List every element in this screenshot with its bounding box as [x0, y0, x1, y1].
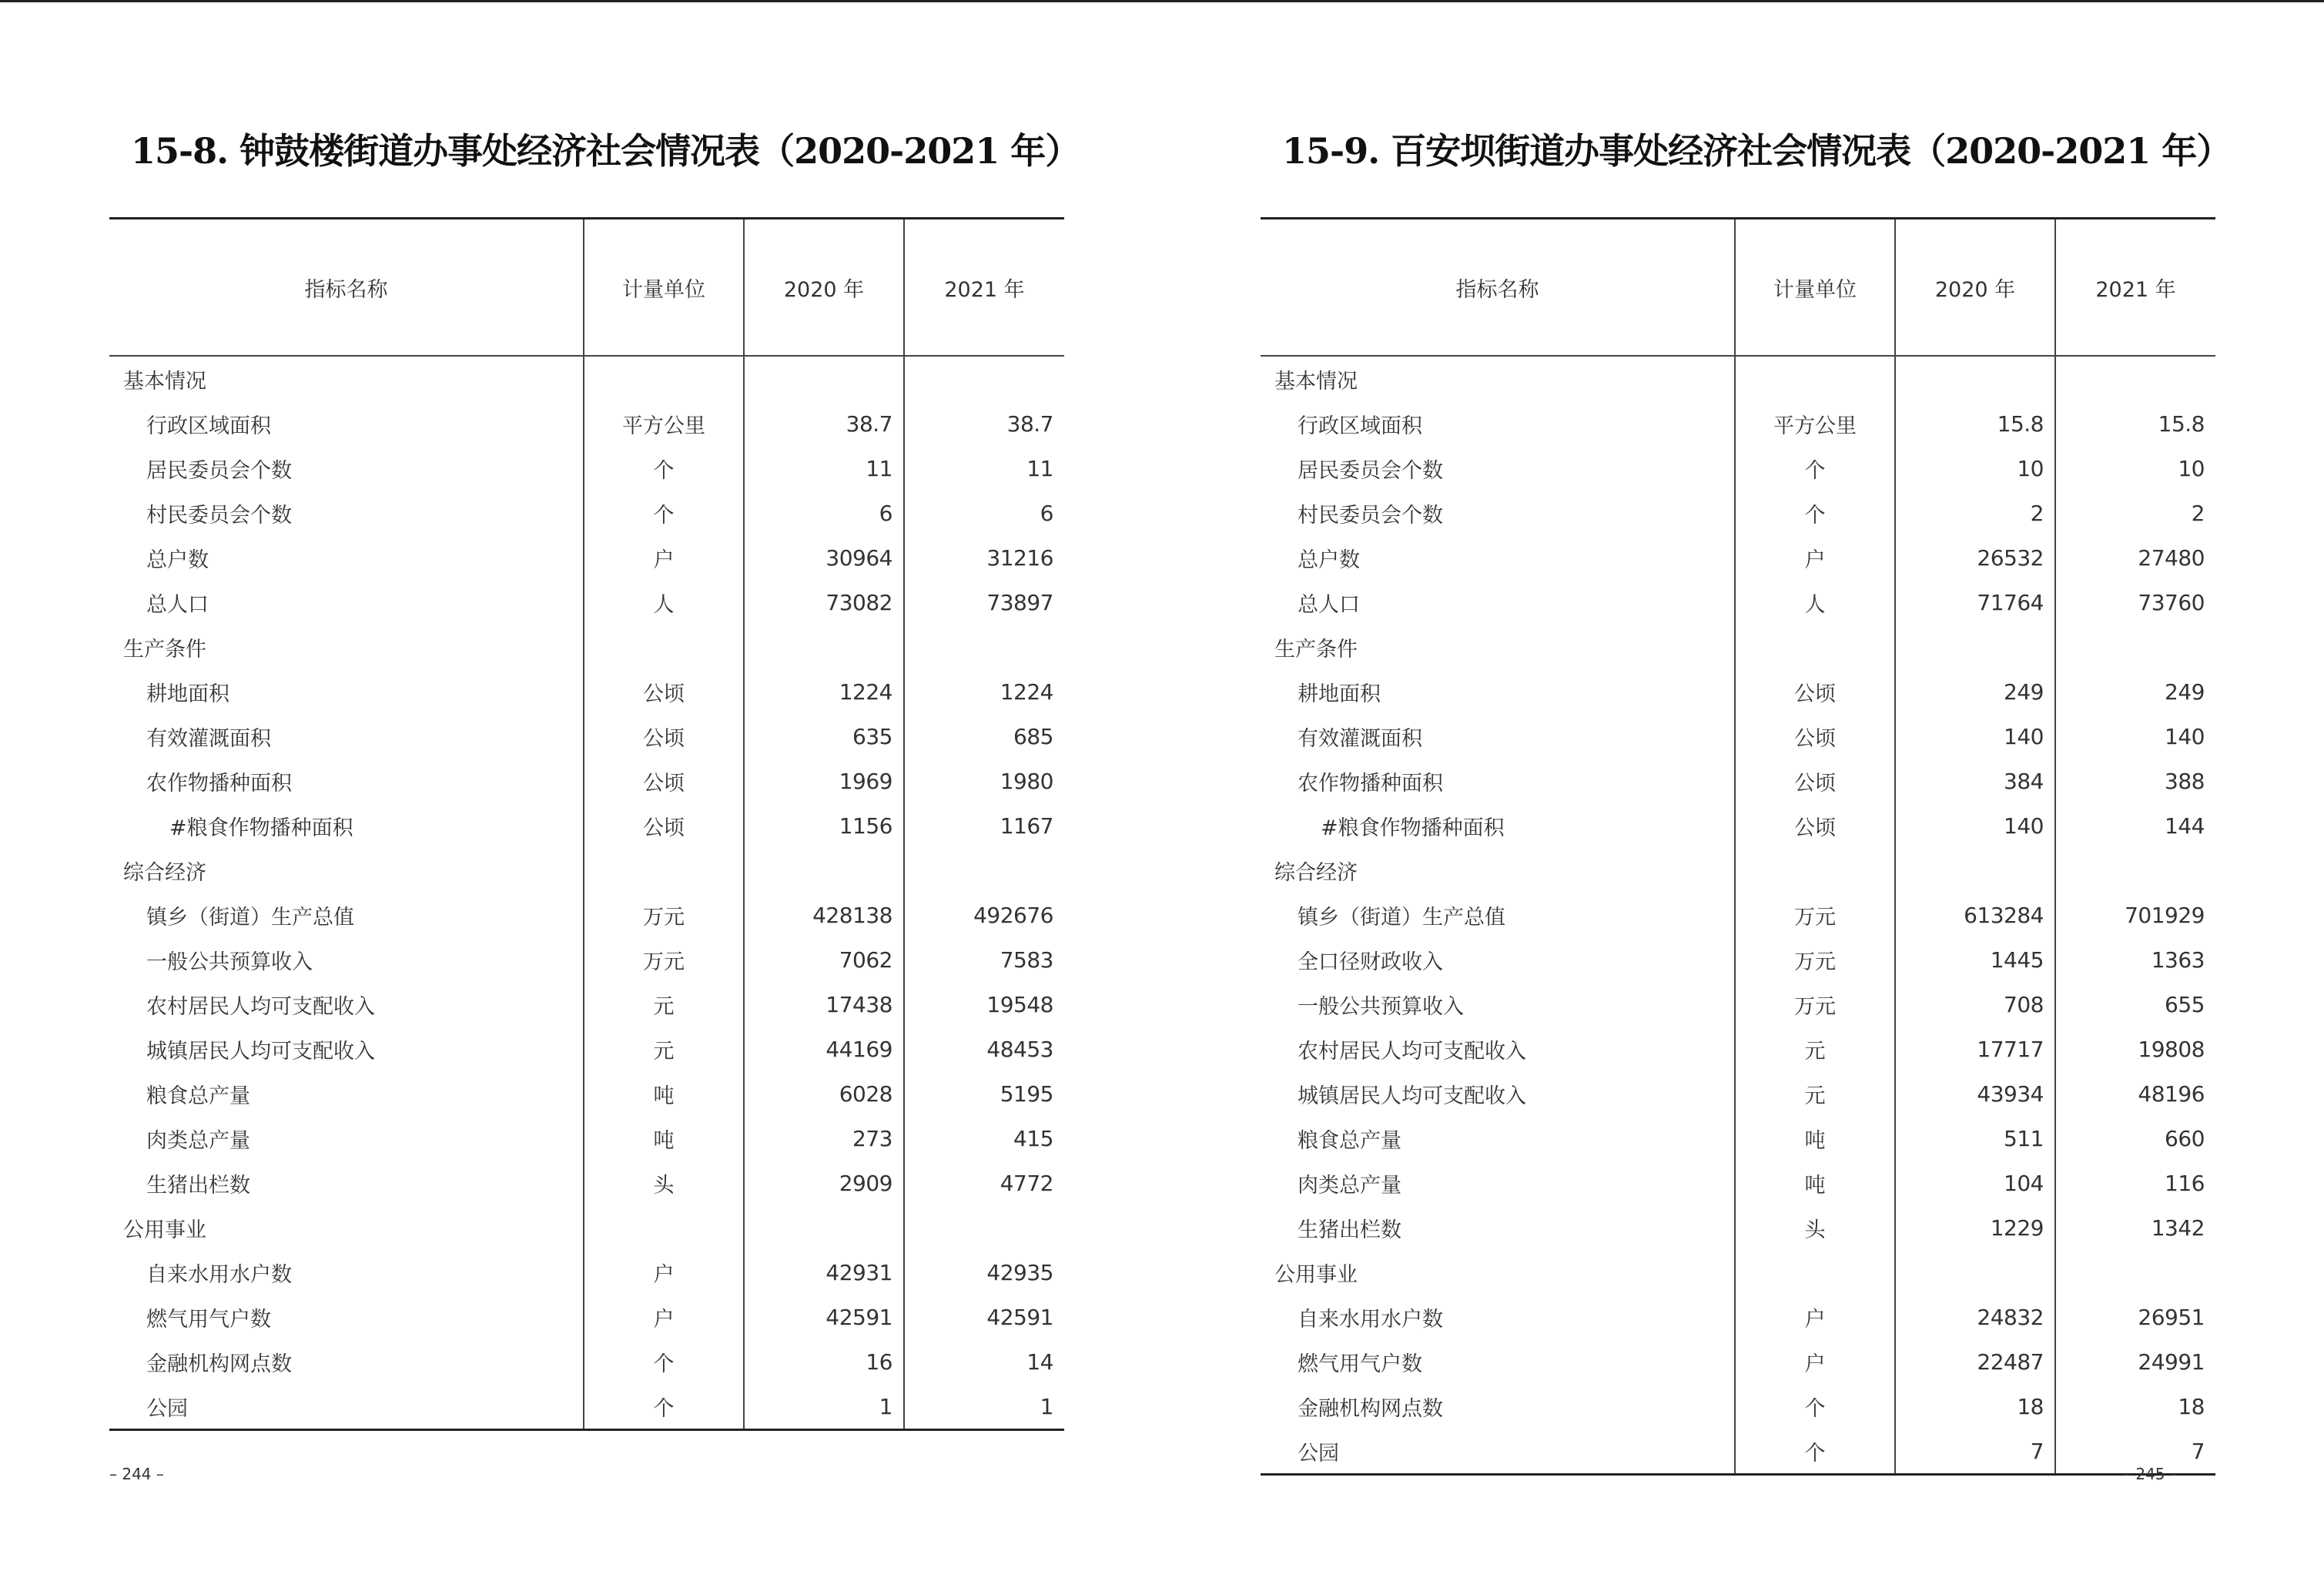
table-row [109, 356, 1064, 401]
table-row [109, 1027, 1064, 1071]
table-title: 15-9. 百安坝街道办事处经济社会情况表（2020-2021 年） [1282, 130, 2232, 172]
table-row [1261, 356, 2215, 401]
section-heading: 公用事业 [1274, 1262, 1358, 1287]
value-2020: 428138 [744, 893, 904, 937]
indicator-name: 城镇居民人均可支配收入 [1298, 1084, 1526, 1108]
value-2021: 19548 [904, 982, 1064, 1027]
value-2021: 685 [904, 714, 1064, 759]
header-2021: 2021 年 [2055, 219, 2215, 357]
value-2021: 2 [2055, 491, 2215, 535]
page-number: – 244 – [109, 1465, 164, 1483]
indicator-name: 一般公共预算收入 [146, 950, 313, 974]
indicator-name: 肉类总产量 [1298, 1173, 1401, 1198]
value-2021: 24991 [2055, 1339, 2215, 1384]
value-2020: 17438 [744, 982, 904, 1027]
value-2021 [2055, 625, 2215, 669]
unit-cell [584, 848, 744, 893]
value-2021: 415 [904, 1116, 1064, 1161]
unit-cell: 公顷 [584, 803, 744, 848]
indicator-name: 村民委员会个数 [1298, 503, 1443, 528]
header-unit: 计量单位 [584, 219, 744, 357]
table-row [109, 714, 1064, 759]
header-row [109, 219, 1064, 357]
table-row [1261, 535, 2215, 580]
table-row [109, 1161, 1064, 1205]
unit-cell: 元 [584, 1027, 744, 1071]
value-2021: 73760 [2055, 580, 2215, 625]
value-2020: 613284 [1895, 893, 2055, 937]
unit-cell: 个 [584, 446, 744, 491]
indicator-name: 自来水用水户数 [146, 1262, 292, 1287]
value-2021: 27480 [2055, 535, 2215, 580]
value-2021: 5195 [904, 1071, 1064, 1116]
unit-cell: 元 [1735, 1071, 1895, 1116]
value-2021: 4772 [904, 1161, 1064, 1205]
indicator-name: 居民委员会个数 [1298, 458, 1443, 483]
indicator-name: 农村居民人均可支配收入 [1298, 1039, 1526, 1064]
value-2021: 249 [2055, 669, 2215, 714]
value-2020 [744, 1205, 904, 1250]
unit-cell: 个 [584, 491, 744, 535]
value-2020: 18 [1895, 1384, 2055, 1429]
indicator-name: 农作物播种面积 [1298, 771, 1443, 796]
stats-table [1261, 217, 2215, 1476]
value-2021: 1 [904, 1384, 1064, 1430]
table-row [109, 491, 1064, 535]
unit-cell: 平方公里 [1735, 401, 1895, 446]
unit-cell: 户 [584, 1295, 744, 1339]
value-2021: 7583 [904, 937, 1064, 982]
value-2020: 1 [744, 1384, 904, 1430]
value-2020: 1156 [744, 803, 904, 848]
unit-cell: 户 [1735, 1295, 1895, 1339]
indicator-name: 城镇居民人均可支配收入 [146, 1039, 375, 1064]
section-heading: 基本情况 [1274, 369, 1358, 394]
value-2021: 1363 [2055, 937, 2215, 982]
value-2020 [1895, 1250, 2055, 1295]
stats-table [109, 217, 1064, 1431]
value-2021 [904, 848, 1064, 893]
value-2020: 635 [744, 714, 904, 759]
unit-cell: 个 [1735, 1429, 1895, 1475]
indicator-name: 全口径财政收入 [1298, 950, 1443, 974]
table-row [109, 1339, 1064, 1384]
value-2020: 24832 [1895, 1295, 2055, 1339]
table-row [1261, 669, 2215, 714]
unit-cell: 公顷 [1735, 803, 1895, 848]
section-heading: 基本情况 [123, 369, 206, 394]
table-row [109, 401, 1064, 446]
table-row [1261, 1339, 2215, 1384]
value-2021: 388 [2055, 759, 2215, 803]
value-2020: 38.7 [744, 401, 904, 446]
value-2020: 16 [744, 1339, 904, 1384]
unit-cell: 万元 [584, 937, 744, 982]
indicator-name: 生猪出栏数 [1298, 1218, 1401, 1242]
value-2020: 44169 [744, 1027, 904, 1071]
value-2021: 701929 [2055, 893, 2215, 937]
table-row [1261, 714, 2215, 759]
table-row [1261, 937, 2215, 982]
value-2021: 655 [2055, 982, 2215, 1027]
header-2021: 2021 年 [904, 219, 1064, 357]
table-row [1261, 401, 2215, 446]
table-row [1261, 1250, 2215, 1295]
value-2021: 10 [2055, 446, 2215, 491]
unit-cell: 人 [1735, 580, 1895, 625]
value-2020: 1229 [1895, 1205, 2055, 1250]
value-2020 [1895, 356, 2055, 401]
table-row [1261, 1161, 2215, 1205]
table-row [109, 625, 1064, 669]
indicator-name: 总人口 [1298, 592, 1360, 617]
section-heading: 综合经济 [1274, 860, 1358, 885]
table-row [1261, 803, 2215, 848]
unit-cell: 公顷 [584, 759, 744, 803]
value-2020: 511 [1895, 1116, 2055, 1161]
table-row [109, 580, 1064, 625]
table-row [1261, 759, 2215, 803]
value-2021: 48453 [904, 1027, 1064, 1071]
value-2020: 11 [744, 446, 904, 491]
indicator-name: 总户数 [1298, 548, 1360, 572]
table-row [1261, 1384, 2215, 1429]
header-2020: 2020 年 [744, 219, 904, 357]
value-2020: 7062 [744, 937, 904, 982]
unit-cell [1735, 848, 1895, 893]
indicator-name: 有效灌溉面积 [1298, 726, 1422, 751]
indicator-name: 有效灌溉面积 [146, 726, 271, 751]
table-row [109, 1250, 1064, 1295]
table-row [1261, 491, 2215, 535]
unit-cell: 头 [1735, 1205, 1895, 1250]
table-row [109, 803, 1064, 848]
value-2020: 2909 [744, 1161, 904, 1205]
value-2020: 22487 [1895, 1339, 2055, 1384]
table-row [109, 669, 1064, 714]
indicator-name: 行政区域面积 [1298, 414, 1422, 438]
value-2021: 42591 [904, 1295, 1064, 1339]
header-indicator: 指标名称 [109, 219, 584, 357]
unit-cell: 头 [584, 1161, 744, 1205]
value-2020: 43934 [1895, 1071, 2055, 1116]
indicator-name: #粮食作物播种面积 [1321, 816, 1505, 840]
value-2020 [744, 848, 904, 893]
indicator-name: 燃气用气户数 [1298, 1352, 1422, 1376]
unit-cell [584, 356, 744, 401]
table-row [109, 893, 1064, 937]
table-row [1261, 1205, 2215, 1250]
unit-cell: 户 [584, 535, 744, 580]
value-2021: 19808 [2055, 1027, 2215, 1071]
value-2020: 6 [744, 491, 904, 535]
unit-cell: 吨 [584, 1116, 744, 1161]
indicator-name: 金融机构网点数 [1298, 1396, 1443, 1421]
indicator-name: 总人口 [146, 592, 209, 617]
value-2021: 48196 [2055, 1071, 2215, 1116]
value-2021: 1342 [2055, 1205, 2215, 1250]
table-body [1261, 356, 2215, 1475]
value-2021: 18 [2055, 1384, 2215, 1429]
value-2020 [744, 356, 904, 401]
table-row [109, 937, 1064, 982]
table-row [109, 1116, 1064, 1161]
value-2020: 26532 [1895, 535, 2055, 580]
table-row [1261, 848, 2215, 893]
indicator-name: 村民委员会个数 [146, 503, 292, 528]
value-2020 [1895, 625, 2055, 669]
table-row [1261, 1429, 2215, 1475]
value-2020: 1969 [744, 759, 904, 803]
value-2020: 10 [1895, 446, 2055, 491]
value-2020: 7 [1895, 1429, 2055, 1475]
value-2021: 14 [904, 1339, 1064, 1384]
unit-cell: 吨 [1735, 1116, 1895, 1161]
value-2021 [904, 1205, 1064, 1250]
unit-cell: 元 [1735, 1027, 1895, 1071]
indicator-name: 镇乡（街道）生产总值 [1298, 905, 1505, 930]
unit-cell: 公顷 [584, 714, 744, 759]
value-2020: 6028 [744, 1071, 904, 1116]
unit-cell [584, 1205, 744, 1250]
unit-cell: 个 [1735, 446, 1895, 491]
value-2021: 11 [904, 446, 1064, 491]
indicator-name: 金融机构网点数 [146, 1352, 292, 1376]
table-row [109, 1384, 1064, 1430]
section-heading: 公用事业 [123, 1218, 206, 1242]
table-row [1261, 1116, 2215, 1161]
table-row [109, 982, 1064, 1027]
indicator-name: 耕地面积 [146, 682, 229, 706]
indicator-name: 农村居民人均可支配收入 [146, 994, 375, 1019]
value-2021: 7 [2055, 1429, 2215, 1475]
value-2020: 708 [1895, 982, 2055, 1027]
value-2020: 42591 [744, 1295, 904, 1339]
value-2021: 660 [2055, 1116, 2215, 1161]
indicator-name: 农作物播种面积 [146, 771, 292, 796]
table-row [1261, 982, 2215, 1027]
value-2021: 38.7 [904, 401, 1064, 446]
indicator-name: 自来水用水户数 [1298, 1307, 1443, 1332]
unit-cell [1735, 356, 1895, 401]
header-unit: 计量单位 [1735, 219, 1895, 357]
value-2021 [2055, 356, 2215, 401]
unit-cell [1735, 625, 1895, 669]
header-2020: 2020 年 [1895, 219, 2055, 357]
value-2021: 116 [2055, 1161, 2215, 1205]
value-2020: 15.8 [1895, 401, 2055, 446]
unit-cell: 万元 [1735, 982, 1895, 1027]
value-2021: 73897 [904, 580, 1064, 625]
indicator-name: 居民委员会个数 [146, 458, 292, 483]
unit-cell: 户 [584, 1250, 744, 1295]
unit-cell: 万元 [1735, 893, 1895, 937]
value-2021: 26951 [2055, 1295, 2215, 1339]
value-2021: 6 [904, 491, 1064, 535]
value-2021: 492676 [904, 893, 1064, 937]
indicator-name: 总户数 [146, 548, 209, 572]
value-2020: 249 [1895, 669, 2055, 714]
unit-cell: 人 [584, 580, 744, 625]
section-heading: 生产条件 [1274, 637, 1358, 662]
unit-cell: 平方公里 [584, 401, 744, 446]
indicator-name: 肉类总产量 [146, 1128, 250, 1153]
value-2020: 104 [1895, 1161, 2055, 1205]
value-2021 [904, 625, 1064, 669]
value-2021 [904, 356, 1064, 401]
indicator-name: #粮食作物播种面积 [169, 816, 353, 840]
indicator-name: 公园 [1261, 1429, 1735, 1475]
table-row [1261, 893, 2215, 937]
unit-cell: 吨 [1735, 1161, 1895, 1205]
unit-cell: 万元 [584, 893, 744, 937]
unit-cell: 个 [584, 1384, 744, 1430]
value-2020: 71764 [1895, 580, 2055, 625]
value-2021: 1224 [904, 669, 1064, 714]
value-2020 [744, 625, 904, 669]
indicator-name: 行政区域面积 [146, 414, 271, 438]
table-row [1261, 580, 2215, 625]
unit-cell: 户 [1735, 1339, 1895, 1384]
table-row [1261, 446, 2215, 491]
indicator-name: 粮食总产量 [146, 1084, 250, 1108]
value-2021: 31216 [904, 535, 1064, 580]
value-2021: 42935 [904, 1250, 1064, 1295]
unit-cell: 万元 [1735, 937, 1895, 982]
value-2020: 30964 [744, 535, 904, 580]
indicator-name: 镇乡（街道）生产总值 [146, 905, 354, 930]
table-row [109, 535, 1064, 580]
value-2021 [2055, 1250, 2215, 1295]
value-2021: 140 [2055, 714, 2215, 759]
unit-cell: 吨 [584, 1071, 744, 1116]
value-2021: 15.8 [2055, 401, 2215, 446]
header-indicator: 指标名称 [1261, 219, 1735, 357]
unit-cell: 公顷 [1735, 714, 1895, 759]
unit-cell: 公顷 [1735, 759, 1895, 803]
value-2020: 42931 [744, 1250, 904, 1295]
unit-cell: 个 [1735, 491, 1895, 535]
table-row [1261, 1071, 2215, 1116]
table-row [109, 1071, 1064, 1116]
unit-cell: 公顷 [1735, 669, 1895, 714]
value-2020: 2 [1895, 491, 2055, 535]
table-row [109, 1205, 1064, 1250]
page-number: – 245 – [2123, 1465, 2178, 1483]
indicator-name: 生猪出栏数 [146, 1173, 250, 1198]
value-2021: 1167 [904, 803, 1064, 848]
value-2021: 144 [2055, 803, 2215, 848]
value-2021 [2055, 848, 2215, 893]
top-border-line [0, 0, 2324, 2]
table-row [109, 759, 1064, 803]
table-row [1261, 625, 2215, 669]
value-2020: 1445 [1895, 937, 2055, 982]
unit-cell [584, 625, 744, 669]
indicator-name: 燃气用气户数 [146, 1307, 271, 1332]
indicator-name: 一般公共预算收入 [1298, 994, 1464, 1019]
table-row [109, 446, 1064, 491]
table-row [1261, 1295, 2215, 1339]
value-2020: 273 [744, 1116, 904, 1161]
table-row [109, 848, 1064, 893]
value-2020: 73082 [744, 580, 904, 625]
unit-cell: 个 [1735, 1384, 1895, 1429]
section-heading: 生产条件 [123, 637, 206, 662]
section-heading: 综合经济 [123, 860, 206, 885]
unit-cell: 个 [584, 1339, 744, 1384]
table-title: 15-8. 钟鼓楼街道办事处经济社会情况表（2020-2021 年） [131, 130, 1080, 172]
value-2020: 1224 [744, 669, 904, 714]
indicator-name: 公园 [109, 1384, 584, 1430]
indicator-name: 耕地面积 [1298, 682, 1381, 706]
unit-cell: 户 [1735, 535, 1895, 580]
table-row [1261, 1027, 2215, 1071]
unit-cell: 元 [584, 982, 744, 1027]
value-2020: 140 [1895, 714, 2055, 759]
value-2020: 17717 [1895, 1027, 2055, 1071]
unit-cell: 公顷 [584, 669, 744, 714]
value-2020: 140 [1895, 803, 2055, 848]
value-2020: 384 [1895, 759, 2055, 803]
table-body [109, 356, 1064, 1430]
unit-cell [1735, 1250, 1895, 1295]
indicator-name: 粮食总产量 [1298, 1128, 1401, 1153]
table-row [109, 1295, 1064, 1339]
header-row [1261, 219, 2215, 357]
value-2020 [1895, 848, 2055, 893]
value-2021: 1980 [904, 759, 1064, 803]
